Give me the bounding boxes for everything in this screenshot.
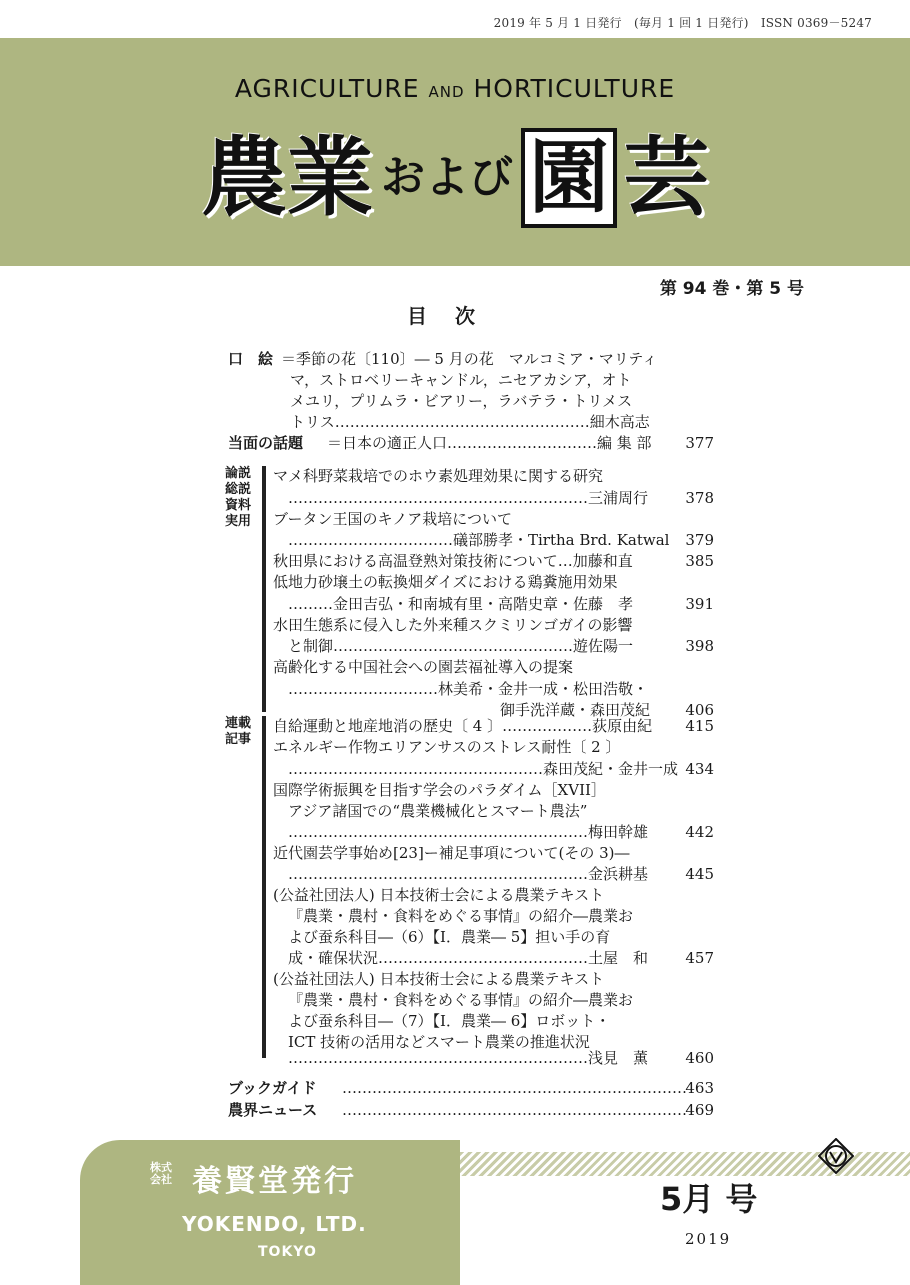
entry-line: ブータン王国のキノア栽培について	[273, 510, 512, 528]
page-number: 463	[685, 1079, 714, 1097]
japanese-title	[0, 128, 910, 238]
entry-line: と制御…………………………………………遊佐陽一	[288, 637, 634, 655]
topic-line: ＝日本の適正人口…………………………編 集 部	[327, 434, 652, 452]
entry-line: 水田生態系に侵入した外来種スクミリンゴガイの影響	[273, 616, 633, 634]
title-gei: 芸	[623, 128, 709, 228]
category-ronsetsu: 論説 総説 資料 実用	[225, 466, 252, 529]
entry-line: ……………………………………………森田茂紀・金井一成	[288, 760, 679, 778]
publisher-emblem-icon	[818, 1138, 854, 1174]
entry-line: …………………………林美希・金井一成・松田浩敬・	[288, 680, 649, 698]
page-number: 379	[685, 531, 714, 549]
footer	[0, 1126, 910, 1285]
entry-line: エネルギー作物エリアンサスのストレス耐性〔 2 〕	[273, 738, 621, 756]
page-number: 391	[685, 595, 714, 613]
entry-line: 秋田県における高温登熟対策技術について…加藤和直	[273, 552, 633, 570]
entry-line: ……………………………………………………梅田幹雄	[288, 823, 649, 841]
kuchie-label: 口 絵	[228, 350, 274, 368]
entry-line: 近代園芸学事始め[23]ー補足事項について(その 3)―	[273, 844, 630, 862]
issue-year: 2019	[685, 1230, 732, 1248]
issue-month: 5月 号	[660, 1180, 758, 1218]
kuchie-line: ＝季節の花〔110〕― 5 月の花 マルコミア・マリティ	[281, 350, 658, 368]
entry-line: ……………………………礒部勝孝・Tirtha Brd. Katwal	[288, 531, 670, 549]
entry-line: 『農業・農村・食料をめぐる事情』の紹介―農業お	[288, 907, 634, 925]
kuchie-line: マ，ストロベリーキャンドル，ニセアカシア，オト	[290, 371, 632, 389]
bookguide-label: ブックガイド	[228, 1079, 317, 1097]
publisher-english: YOKENDO, LTD.	[182, 1212, 367, 1236]
page-number: 398	[685, 637, 714, 655]
entry-line: (公益社団法人) 日本技術士会による農業テキスト	[273, 970, 605, 988]
category-rensai: 連載 記事	[225, 716, 252, 747]
title-en: 園	[521, 128, 617, 228]
entry-line: ICT 技術の活用などスマート農業の推進状況	[288, 1033, 590, 1051]
page-number: 377	[685, 434, 714, 452]
page-number: 406	[685, 701, 714, 719]
page-number: 457	[685, 949, 714, 967]
page-number: 442	[685, 823, 714, 841]
entry-line: アジア諸国での“農業機械化とスマート農法”	[288, 802, 588, 820]
kuchie-line: トリス……………………………………………細木高志	[290, 413, 650, 431]
kaisha-label: 株式会社	[150, 1161, 172, 1186]
category-bar	[262, 716, 266, 1058]
entry-line: 成・確保状況……………………………………土屋 和	[288, 949, 649, 967]
entry-line: ………金田吉弘・和南城有里・高階史章・佐藤 孝	[288, 595, 634, 613]
english-title: AGRICULTURE AND HORTICULTURE	[234, 74, 676, 103]
entry-line: 高齢化する中国社会への園芸福祉導入の提案	[273, 658, 574, 676]
bookguide-dots: ……………………………………………………………	[342, 1079, 687, 1097]
page-number: 415	[685, 717, 714, 735]
page-number: 469	[685, 1101, 714, 1119]
entry-line: よび蚕糸科目―（7）【Ⅰ．農業― 6】ロボット・	[288, 1012, 611, 1030]
page-number: 378	[685, 489, 714, 507]
publisher-name: 養賢堂発行	[192, 1164, 357, 1199]
entry-line: 御手洗洋蔵・森田茂紀	[500, 701, 651, 719]
entry-line: (公益社団法人) 日本技術士会による農業テキスト	[273, 886, 605, 904]
entry-line: ……………………………………………………三浦周行	[288, 489, 649, 507]
entry-line: 『農業・農村・食料をめぐる事情』の紹介―農業お	[288, 991, 634, 1009]
publisher-city: TOKYO	[258, 1244, 317, 1260]
entry-line: 国際学術振興を目指す学会のパラダイム［XVII］	[273, 781, 606, 799]
page-number: 434	[685, 760, 714, 778]
toc-heading: 目次	[407, 304, 503, 328]
news-label: 農界ニュース	[228, 1101, 318, 1119]
topic-label: 当面の話題	[228, 434, 304, 452]
entry-line: マメ科野菜栽培でのホウ素処理効果に関する研究	[273, 467, 604, 485]
page-number: 460	[685, 1049, 714, 1067]
page-number: 385	[685, 552, 714, 570]
kuchie-line: メユリ，プリムラ・ビアリー，ラバテラ・トリメス	[290, 392, 633, 410]
news-dots: ……………………………………………………………	[342, 1101, 687, 1119]
publication-info: 2019 年 5 月 1 日発行 (毎月 1 回 1 日発行) ISSN 0369－5247	[493, 16, 872, 30]
entry-line: ……………………………………………………金浜耕基	[288, 865, 649, 883]
page-number: 445	[685, 865, 714, 883]
title-oyobi: および	[381, 152, 513, 203]
entry-line: 低地力砂壌土の転換畑ダイズにおける鶏糞施用効果	[273, 573, 618, 591]
entry-line: ……………………………………………………浅見 薫	[288, 1049, 649, 1067]
entry-line: 自給運動と地産地消の歴史〔 4 〕………………荻原由紀	[273, 717, 653, 735]
title-nogyo: 農業	[201, 128, 373, 228]
category-bar	[262, 466, 266, 712]
entry-line: よび蚕糸科目―（6）【Ⅰ．農業― 5】担い手の育	[288, 928, 611, 946]
volume-number: 第 94 巻・第 5 号	[659, 279, 804, 299]
